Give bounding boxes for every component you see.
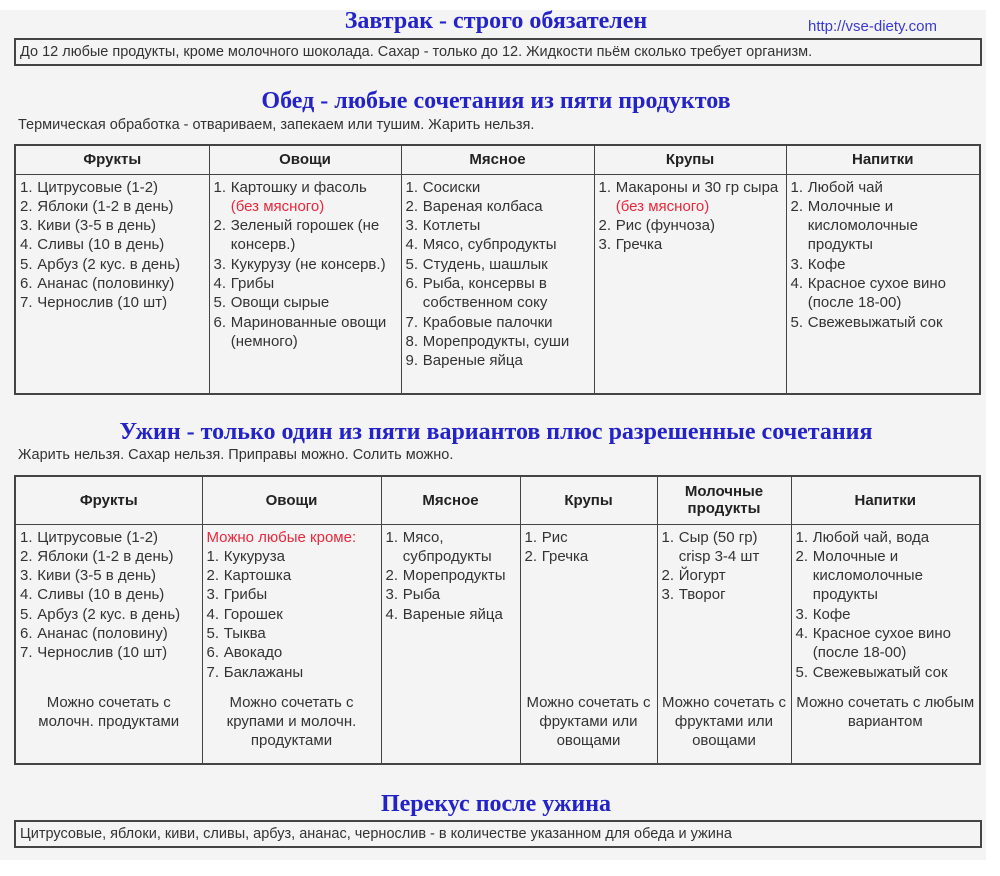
item-number: 3. [213, 255, 227, 273]
item-label: Чернослив (10 шт) [37, 644, 168, 662]
item-text [37, 235, 205, 254]
dinner-vegetables-intro: Можно любые кроме: [206, 528, 357, 546]
item-number: 3. [20, 567, 33, 585]
lunch-cell-fruits [15, 174, 209, 394]
item-number: 3. [795, 605, 809, 623]
lunch-list-grains [599, 178, 783, 255]
list-item [20, 235, 206, 254]
item-label: Гречка [541, 547, 589, 565]
item-number: 1. [20, 528, 33, 546]
item-number: 3. [385, 586, 399, 604]
item-label: Маринованные овощи (немного) [230, 313, 387, 350]
item-label: Авокадо [223, 644, 283, 662]
list-item [214, 293, 398, 312]
list-item [214, 274, 398, 293]
item-number: 1. [385, 528, 399, 546]
item-text [37, 566, 198, 585]
lunch-header-meat: Мясное [401, 145, 594, 174]
dinner-cell-fruits [15, 524, 202, 764]
item-label: Картошка [223, 567, 292, 585]
item-label: Молочные и кисломолочные продукты [807, 197, 918, 254]
list-item [406, 197, 591, 216]
item-text [542, 528, 654, 547]
item-text [813, 547, 976, 605]
item-label: Любой чай, вода [812, 528, 930, 546]
item-label: Сливы (10 в день) [37, 586, 165, 604]
item-number: 2. [213, 217, 227, 235]
list-item [662, 528, 788, 567]
item-label: Сыр (50 гр) crisp 3-4 шт [678, 528, 760, 565]
item-label: Рыба, консервы в собственном соку [422, 274, 548, 312]
item-number: 3. [206, 586, 220, 604]
item-label: Картошку и фасоль [230, 178, 367, 196]
dinner-body-row [15, 524, 980, 764]
dinner-note-drinks: Можно сочетать с любым вариантом [796, 693, 975, 730]
item-number: 6. [20, 274, 33, 292]
list-item [214, 178, 398, 217]
dinner-header-row [15, 476, 980, 524]
item-text [403, 528, 517, 567]
page-sheet [0, 10, 986, 860]
list-item [20, 216, 206, 235]
item-number: 4. [790, 274, 804, 292]
item-text [37, 643, 198, 662]
item-number: 7. [20, 644, 33, 662]
item-text [37, 255, 205, 274]
item-number: 2. [20, 547, 33, 565]
item-label: Красное сухое вино (после 18-00) [812, 624, 951, 662]
list-item [791, 274, 977, 313]
list-item [406, 235, 591, 254]
item-number: 1. [598, 178, 612, 196]
item-number: 1. [213, 178, 227, 196]
list-item [214, 216, 398, 255]
list-item [406, 313, 591, 332]
list-item [20, 643, 199, 662]
dinner-header-grains: Крупы [520, 476, 657, 524]
list-item [207, 643, 378, 662]
item-text [403, 605, 517, 624]
item-text [37, 624, 198, 643]
dinner-list-vegetables [207, 547, 378, 682]
list-item [386, 605, 517, 624]
item-text [423, 235, 591, 254]
item-text [224, 663, 378, 682]
item-label: Вареные яйца [402, 605, 503, 623]
item-text [616, 178, 783, 217]
lunch-cell-vegetables [209, 174, 401, 394]
item-number: 4. [206, 605, 220, 623]
item-number: 9. [405, 352, 419, 370]
list-item [796, 624, 977, 663]
dinner-list-fruits [20, 528, 199, 663]
list-item [20, 178, 206, 197]
dinner-header-vegetables: Овощи [202, 476, 381, 524]
item-number: 1. [524, 528, 538, 546]
list-item [20, 585, 199, 604]
lunch-title: Обед - любые сочетания из пяти продуктов [261, 88, 731, 114]
item-label: Творог [678, 586, 726, 604]
item-text [224, 585, 378, 604]
list-item [386, 566, 517, 585]
list-item [20, 547, 199, 566]
dinner-note-dairy: Можно сочетать с фруктами или овощами [661, 693, 787, 750]
item-text [37, 547, 198, 566]
list-item [386, 528, 517, 567]
item-text [679, 566, 788, 585]
item-number: 2. [20, 197, 33, 215]
item-number: 6. [213, 313, 227, 331]
dinner-header-meat: Мясное [381, 476, 520, 524]
dinner-note-vegetables: Можно сочетать с крупами и молочн. продуктами [226, 693, 357, 750]
item-text [224, 624, 378, 643]
item-text [679, 528, 788, 567]
lunch-list-vegetables [214, 178, 398, 352]
item-text [808, 178, 976, 197]
list-item [20, 605, 199, 624]
item-label: Красное сухое вино (после 18-00) [807, 274, 946, 312]
list-item [791, 255, 977, 274]
list-item [791, 178, 977, 197]
list-item [207, 663, 378, 682]
list-item [20, 566, 199, 585]
item-text [37, 528, 198, 547]
item-number: 2. [795, 547, 809, 565]
item-text [616, 216, 783, 235]
item-text [813, 528, 976, 547]
item-label: Чернослив (10 шт) [37, 294, 168, 312]
site-link[interactable]: http://vse-diety.com [808, 18, 937, 35]
item-label: Мясо, субпродукты [402, 528, 492, 565]
item-label: Макароны и 30 гр сыра [615, 178, 779, 196]
list-item [20, 255, 206, 274]
lunch-list-meat [406, 178, 591, 371]
dinner-list-dairy [662, 528, 788, 605]
dinner-header-drinks: Напитки [791, 476, 980, 524]
dinner-title: Ужин - только один из пяти вариантов плюс разрешенные сочетания [119, 419, 873, 445]
item-text [37, 197, 205, 216]
item-label: Кофе [807, 255, 846, 273]
item-number: 3. [661, 586, 675, 604]
item-text [231, 274, 398, 293]
list-item [20, 197, 206, 216]
dinner-list-drinks [796, 528, 977, 682]
lunch-cell-drinks [786, 174, 980, 394]
item-label: Киви (3-5 в день) [37, 217, 157, 235]
item-label: Любой чай [807, 178, 883, 196]
item-label: Йогурт [678, 567, 726, 585]
list-item [796, 528, 977, 547]
list-item [599, 235, 783, 254]
item-text [813, 624, 976, 663]
item-text [37, 216, 205, 235]
item-label: Сосиски [422, 178, 481, 196]
item-number: 6. [206, 644, 220, 662]
item-number: 2. [385, 567, 399, 585]
item-number: 1. [405, 178, 419, 196]
item-text [403, 585, 517, 604]
list-item [406, 216, 591, 235]
item-text [423, 255, 591, 274]
item-label: Тыква [223, 624, 266, 642]
item-label: Вареные яйца [422, 352, 523, 370]
item-text [224, 566, 378, 585]
item-number: 7. [206, 663, 220, 681]
item-number: 2. [524, 547, 538, 565]
item-label: Баклажаны [223, 663, 304, 681]
dinner-cell-dairy [657, 524, 791, 764]
item-label: Кофе [812, 605, 851, 623]
list-item [20, 274, 206, 293]
item-label: Мясо, субпродукты [422, 236, 557, 254]
item-number: 4. [213, 274, 227, 292]
list-item [214, 313, 398, 352]
item-number: 1. [206, 547, 220, 565]
item-text [423, 274, 591, 313]
dinner-list-grains [525, 528, 654, 567]
list-item [207, 585, 378, 604]
item-number: 4. [795, 624, 809, 642]
item-number: 2. [598, 217, 612, 235]
list-item [406, 178, 591, 197]
lunch-list-drinks [791, 178, 977, 332]
item-text [423, 332, 591, 351]
list-item [662, 566, 788, 585]
item-label: Рис (фунчоза) [615, 217, 715, 235]
dinner-cell-meat [381, 524, 520, 764]
item-text [231, 293, 398, 312]
dinner-cell-vegetables [202, 524, 381, 764]
list-item [796, 605, 977, 624]
list-item [791, 313, 977, 332]
item-number: 5. [20, 605, 33, 623]
lunch-table [14, 144, 981, 395]
item-number: 3. [405, 217, 419, 235]
item-number: 4. [20, 586, 33, 604]
item-text [37, 585, 198, 604]
item-label: Свежевыжатый сок [807, 313, 943, 331]
list-item [406, 274, 591, 313]
item-label: Овощи сырые [230, 294, 330, 312]
item-number: 7. [405, 313, 419, 331]
snack-box: Цитрусовые, яблоки, киви, сливы, арбуз, ананас, чернослив - в количестве указанном для обеда и ужина [14, 820, 982, 848]
item-number: 3. [20, 217, 33, 235]
item-text [808, 313, 976, 332]
item-text [423, 197, 591, 216]
list-item [207, 605, 378, 624]
item-text [224, 643, 378, 662]
item-number: 2. [790, 197, 804, 215]
item-label: Грибы [223, 586, 268, 604]
item-number: 5. [795, 663, 809, 681]
lunch-subtitle: Термическая обработка - отвариваем, запекаем или тушим. Жарить нельзя. [18, 117, 535, 133]
item-label: Яблоки (1-2 в день) [37, 197, 174, 215]
dinner-cell-grains [520, 524, 657, 764]
list-item [599, 178, 783, 217]
item-label: Студень, шашлык [422, 255, 548, 273]
lunch-header-vegetables: Овощи [209, 145, 401, 174]
item-text [231, 178, 398, 217]
item-number: 1. [795, 528, 809, 546]
item-label: Морепродукты [402, 567, 506, 585]
item-label: Котлеты [422, 217, 481, 235]
list-item [599, 216, 783, 235]
item-number: 5. [206, 624, 220, 642]
item-text [808, 197, 976, 255]
list-item [406, 255, 591, 274]
item-text [423, 313, 591, 332]
item-number: 6. [20, 624, 33, 642]
item-text [679, 585, 788, 604]
item-text [37, 274, 205, 293]
item-label: Киви (3-5 в день) [37, 567, 157, 585]
item-text [423, 351, 591, 370]
item-label: Крабовые палочки [422, 313, 553, 331]
item-number: 1. [790, 178, 804, 196]
item-label: Рис [541, 528, 568, 546]
lunch-cell-meat [401, 174, 594, 394]
item-text [224, 547, 378, 566]
list-item [525, 547, 654, 566]
item-label: Кукурузу (не консерв.) [230, 255, 386, 273]
item-label: Горошек [223, 605, 283, 623]
item-text [403, 566, 517, 585]
item-label: Ананас (половинку) [37, 274, 175, 292]
dinner-cell-drinks [791, 524, 980, 764]
item-text [616, 235, 783, 254]
item-number: 1. [20, 178, 33, 196]
item-text [542, 547, 654, 566]
list-item [214, 255, 398, 274]
item-number: 2. [661, 567, 675, 585]
item-label: Морепродукты, суши [422, 332, 570, 350]
item-text [37, 178, 205, 197]
dinner-note-fruits: Можно сочетать с молочн. продуктами [38, 693, 180, 730]
lunch-header-drinks: Напитки [786, 145, 980, 174]
snack-title: Перекус после ужина [380, 791, 612, 817]
item-number: 8. [405, 332, 419, 350]
dinner-subtitle: Жарить нельзя. Сахар нельзя. Приправы можно. Солить можно. [18, 447, 454, 463]
breakfast-box: До 12 любые продукты, кроме молочного шоколада. Сахар - только до 12. Жидкости пьём сколько требует организм. [14, 38, 982, 66]
item-label: Вареная колбаса [422, 197, 543, 215]
item-text [37, 293, 205, 312]
item-number: 4. [405, 236, 419, 254]
item-number: 5. [213, 294, 227, 312]
item-warning: (без мясного) [230, 197, 325, 215]
list-item [207, 547, 378, 566]
list-item [406, 332, 591, 351]
dinner-header-dairy: Молочные продукты [657, 476, 791, 524]
lunch-header-fruits: Фрукты [15, 145, 209, 174]
dinner-note-grains: Можно сочетать с фруктами или овощами [526, 693, 651, 750]
item-number: 5. [20, 255, 33, 273]
item-label: Арбуз (2 кус. в день) [37, 255, 181, 273]
list-item [20, 293, 206, 312]
item-number: 1. [661, 528, 675, 546]
dinner-header-fruits: Фрукты [15, 476, 202, 524]
item-number: 3. [598, 236, 612, 254]
item-text [423, 216, 591, 235]
list-item [525, 528, 654, 547]
item-text [37, 605, 198, 624]
item-number: 4. [385, 605, 399, 623]
item-number: 2. [405, 197, 419, 215]
lunch-body-row [15, 174, 980, 394]
list-item [796, 663, 977, 682]
item-label: Молочные и кисломолочные продукты [812, 547, 923, 604]
item-number: 4. [20, 236, 33, 254]
item-text [231, 255, 398, 274]
list-item [662, 585, 788, 604]
item-text [231, 313, 398, 352]
item-number: 2. [206, 567, 220, 585]
list-item [791, 197, 977, 255]
item-label: Цитрусовые (1-2) [37, 528, 159, 546]
list-item [207, 624, 378, 643]
item-label: Гречка [615, 236, 663, 254]
breakfast-title: Завтрак - строго обязателен [344, 8, 648, 34]
item-label: Свежевыжатый сок [812, 663, 948, 681]
item-number: 3. [790, 255, 804, 273]
lunch-header-row [15, 145, 980, 174]
item-label: Кукуруза [223, 547, 285, 565]
item-label: Сливы (10 в день) [37, 236, 165, 254]
list-item [207, 566, 378, 585]
item-text [224, 605, 378, 624]
item-number: 5. [405, 255, 419, 273]
item-text [808, 255, 976, 274]
item-label: Зеленый горошек (не консерв.) [230, 217, 380, 254]
item-label: Рыба [402, 586, 441, 604]
item-label: Яблоки (1-2 в день) [37, 547, 174, 565]
item-label: Ананас (половину) [37, 624, 168, 642]
list-item [796, 547, 977, 605]
item-label: Арбуз (2 кус. в день) [37, 605, 181, 623]
list-item [20, 624, 199, 643]
lunch-header-grains: Крупы [594, 145, 786, 174]
item-number: 5. [790, 313, 804, 331]
list-item [406, 351, 591, 370]
item-text [423, 178, 591, 197]
item-text [808, 274, 976, 313]
item-number: 6. [405, 274, 419, 292]
dinner-list-meat [386, 528, 517, 624]
item-text [231, 216, 398, 255]
dinner-table [14, 475, 981, 765]
list-item [386, 585, 517, 604]
item-number: 7. [20, 294, 33, 312]
item-label: Цитрусовые (1-2) [37, 178, 159, 196]
item-text [813, 663, 976, 682]
item-label: Грибы [230, 274, 275, 292]
item-text [813, 605, 976, 624]
list-item [20, 528, 199, 547]
lunch-cell-grains [594, 174, 786, 394]
item-warning: (без мясного) [615, 197, 710, 215]
lunch-list-fruits [20, 178, 206, 313]
